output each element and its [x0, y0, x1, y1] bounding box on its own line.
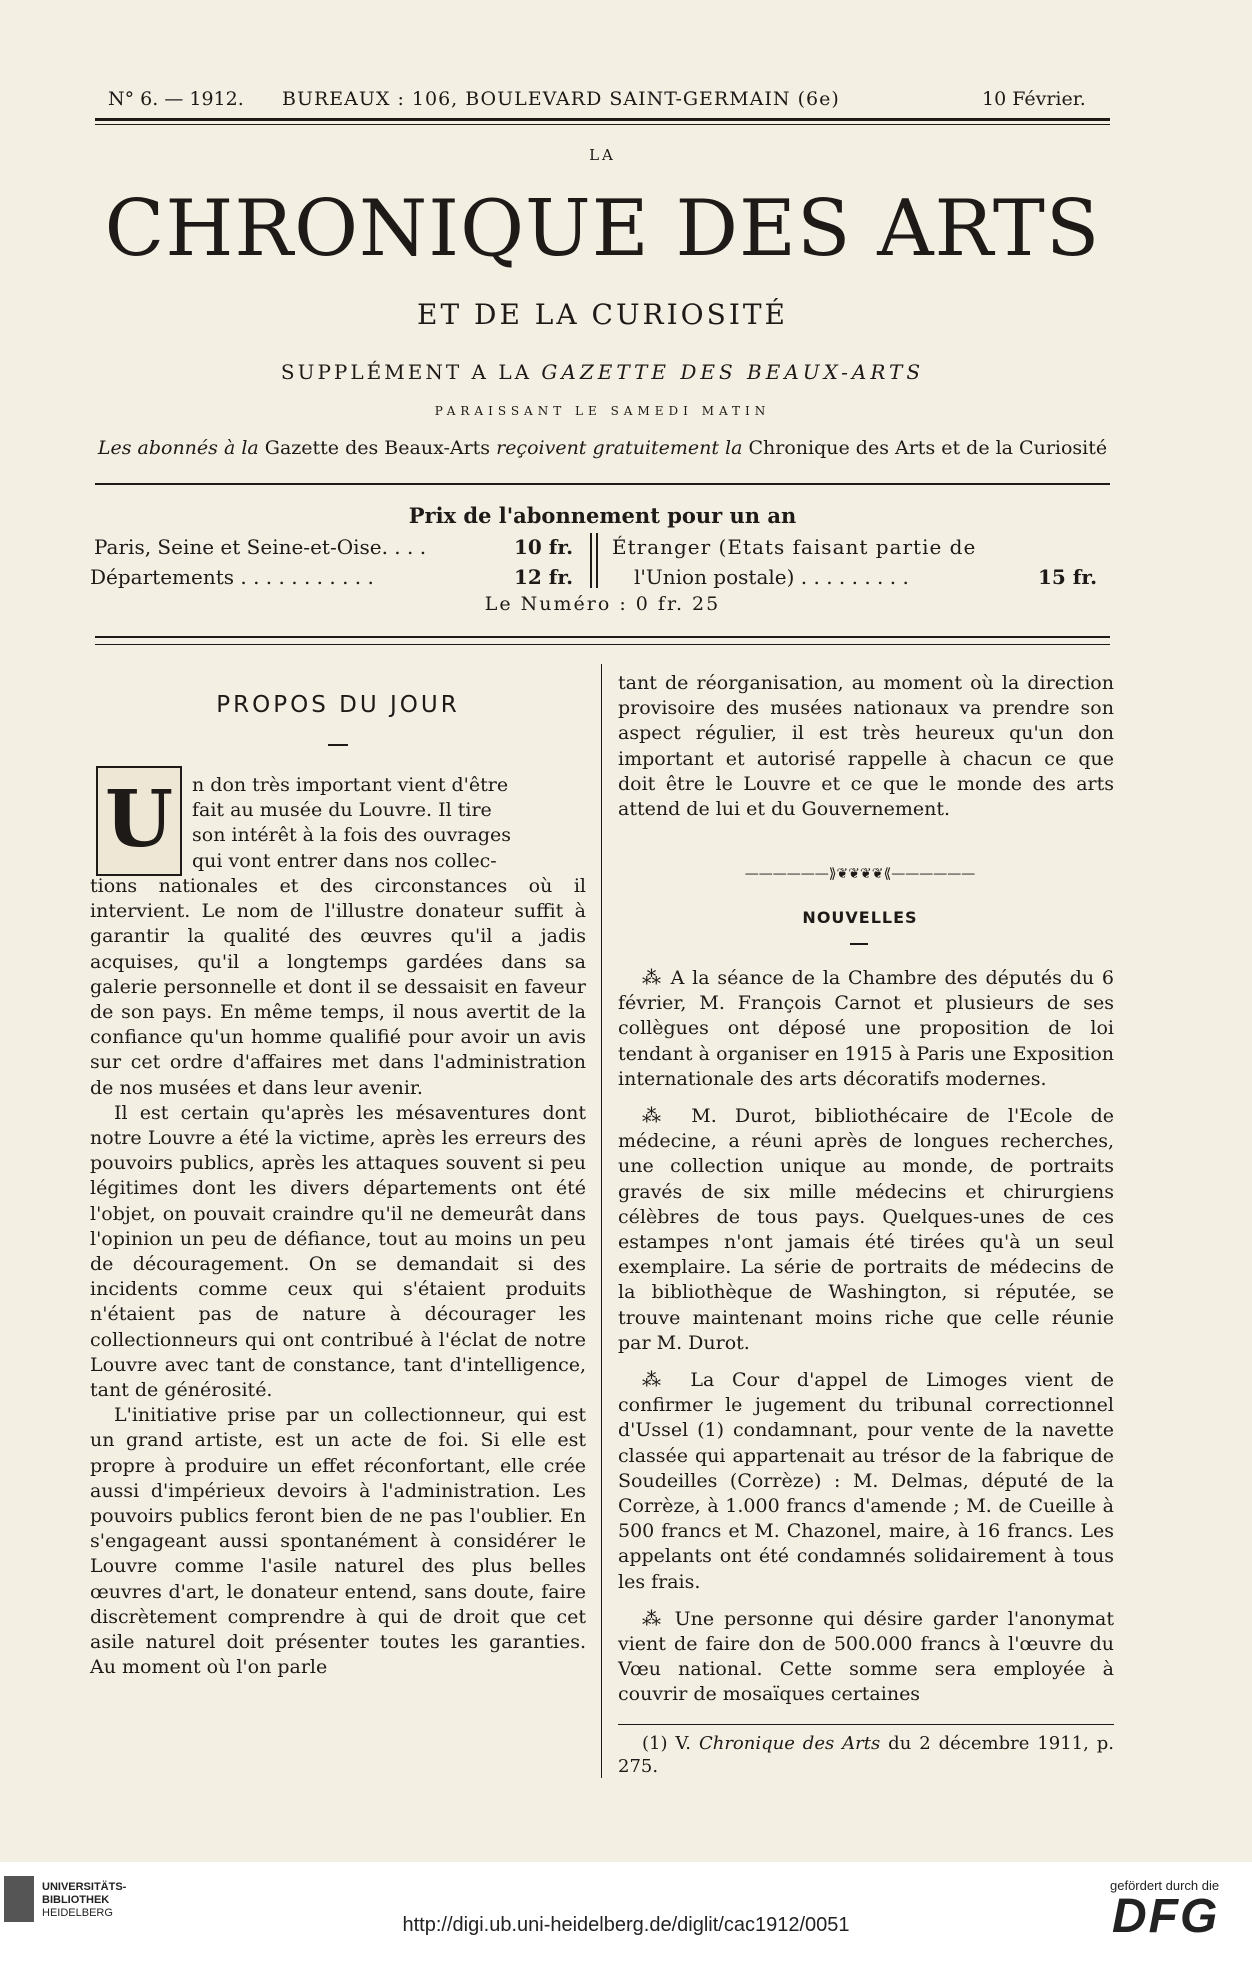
masthead-la: LA: [589, 146, 616, 164]
nouvelle-item: [618, 966, 1114, 1092]
funded-by: gefördert durch die: [1110, 1878, 1220, 1893]
bureaux-address: BUREAUX : 106, BOULEVARD SAINT-GERMAIN (6e): [282, 88, 840, 110]
price-etranger: 15 fr.: [1038, 565, 1098, 589]
propos-paragraph-2: Il est certain qu'après les mésaventures dont notre Louvre a été la victime, après les erreurs des pouvoirs publics, après les attaques souvent si peu légitimes dont les divers départements ont été l'objet, on pouvait craindre qu'il ne demeurât dans l'opinion un peu de défiance, tout au moins un peu de découragement. On se demandait si des incidents comme ceux qui s'étaient produits n'étaient pas de nature à décourager les collectionneurs qui ont contribué à l'éclat de notre Louvre avec tant de constance, tant d'intelligence, tant de générosité.: [90, 1101, 586, 1402]
price-dept-label: Départements . . . . . . . . . . .: [90, 565, 374, 589]
asterism: ⁂: [642, 1105, 674, 1128]
abonnes-part-1: Les abonnés à la: [97, 437, 259, 459]
nouvelle-text-4: Une personne qui désire garder l'anonymat vient de faire don de 500.000 francs à l'œuvre du Vœu national. Cette somme sera employée à couvrir de mosaïques certaines: [618, 1607, 1114, 1706]
dropcap-letter: U: [96, 766, 182, 876]
permalink[interactable]: http://digi.ub.uni-heidelberg.de/diglit/cac1912/0051: [402, 1914, 850, 1936]
footnote: [618, 1732, 1114, 1778]
nouvelle-text-2: M. Durot, bibliothécaire de l'Ecole de médecine, a réuni après de longues recherches, une collection unique au monde, de portraits gravés de six mille médecins et chirurgiens célèbres de tous pays. Quelques-unes de ces estampes n'ont jamais été tirées qu'à un seul exemplaire. La série de portraits de médecins de la bibliothèque de Washington, si réputée, se trouve maintenant moins riche que celle réunie par M. Durot.: [618, 1105, 1115, 1354]
abonnes-part-2: Gazette des Beaux-Arts: [264, 437, 491, 459]
nouvelle-text-3: La Cour d'appel de Limoges vient de confirmer le jugement du tribunal correctionnel d'Ussel (1) condamnant, pour vente de la navette classée qui appartenait au trésor de la fabrique de Soudeilles (Corrèze) : M. Delmas, député de la Corrèze, à 1.000 francs d'amende ; M. de Cueille à 500 francs et M. Chazonel, maire, à 16 francs. Les appelants ont été condamnés solidairement à tous les frais.: [618, 1369, 1115, 1593]
footnote-rule: [618, 1724, 1114, 1725]
propos-paragraph-1: tions nationales et des circonstances où il intervient. Le nom de l'illustre donateur suffit à garantir la qualité des œuvres qu'il a jadis acquises, qu'il a longtemps gardées dans sa galerie personnelle et dont il se dessaisit en faveur de son pays. En même temps, il nous avertit de la confiance qu'un homme qualifié pour avoir un avis sur cet ordre d'affaires met dans l'administration de nos musées et dans leur avenir.: [90, 875, 586, 1099]
propos-heading: PROPOS DU JOUR: [216, 692, 460, 718]
header-rule: [95, 118, 1110, 121]
propos-dash: [328, 744, 348, 746]
propos-continued: [618, 671, 1114, 822]
price-paris: 10 fr.: [514, 535, 574, 559]
section-ornament: ——————⟫❦❦❦❦⟪——————: [744, 866, 976, 882]
price-numero: Le Numéro : 0 fr. 25: [484, 593, 721, 615]
paraissant-line: PARAISSANT LE SAMEDI MATIN: [434, 404, 771, 418]
price-paris-label: Paris, Seine et Seine-et-Oise. . . .: [94, 535, 427, 559]
propos-line: fait au musée du Louvre. Il tire: [192, 799, 492, 822]
dfg-logo: DFG: [1112, 1890, 1220, 1943]
masthead-subtitle: ET DE LA CURIOSITÉ: [417, 298, 788, 331]
prices-rule: [95, 636, 1110, 638]
issue-number: N° 6. — 1912.: [108, 88, 244, 110]
propos-first-lines: [192, 773, 586, 874]
price-dept: 12 fr.: [514, 565, 574, 589]
nouvelle-item: [618, 1104, 1114, 1356]
masthead-title: CHRONIQUE DES ARTS: [104, 184, 1101, 274]
nouvelles-dash: [850, 943, 868, 945]
nouvelle-text-1: A la séance de la Chambre des députés du 6 février, M. François Carnot et plusieurs de ses collègues ont déposé une proposition de loi tendant à organiser en 1915 à Paris une Exposition internationale des arts décoratifs modernes.: [618, 967, 1115, 1090]
column-separator: [601, 664, 602, 1778]
abonnes-line: [95, 437, 1110, 459]
propos-line: qui vont entrer dans nos collec-: [192, 849, 497, 872]
library-name-2: BIBLIOTHEK: [42, 1894, 110, 1906]
footnote-part-3: du 2 décembre 1911, p. 275.: [618, 1733, 1114, 1777]
masthead-rule: [95, 483, 1110, 485]
price-divider-2: [596, 533, 598, 588]
issue-date: 10 Février.: [982, 88, 1086, 110]
supplement-gazette: GAZETTE DES BEAUX-ARTS: [541, 360, 925, 384]
footnote-part-2: Chronique des Arts: [698, 1733, 881, 1754]
price-divider: [590, 533, 592, 588]
header-rule-thin: [95, 124, 1110, 125]
asterism: ⁂: [642, 967, 663, 989]
propos-line: son intérêt à la fois des ouvrages: [192, 824, 511, 847]
price-etranger-label-1: Étranger (Etats faisant partie de: [612, 535, 977, 559]
propos-line: n don très important vient d'être: [192, 774, 509, 796]
abonnes-part-4: Chronique des Arts et de la Curiosité: [748, 437, 1108, 459]
nouvelle-item: [618, 1607, 1114, 1708]
prices-title: Prix de l'abonnement pour un an: [408, 503, 797, 528]
supplement-line: [95, 360, 1110, 384]
prices-rule-thin: [95, 644, 1110, 645]
asterism: ⁂: [642, 1607, 665, 1630]
supplement-prefix: SUPPLÉMENT A LA: [280, 360, 533, 384]
abonnes-part-3: reçoivent gratuitement la: [496, 437, 743, 459]
library-name-1: UNIVERSITÄTS-: [42, 1881, 127, 1893]
asterism: ⁂: [642, 1369, 673, 1392]
footnote-part-1: (1) V.: [642, 1733, 692, 1754]
library-name-3: HEIDELBERG: [42, 1907, 113, 1919]
propos-paragraph-cont: tant de réorganisation, au moment où la direction provisoire des musées nationaux va prendre son aspect régulier, il est très heureux qu'un don important et autorisé rappelle à chacun ce que doit être le Louvre et ce que le monde des arts attend de lui et du Gouvernement.: [618, 672, 1114, 821]
nouvelles-heading: NOUVELLES: [802, 908, 918, 927]
nouvelle-item: [618, 1368, 1114, 1595]
price-etranger-label-2: l'Union postale) . . . . . . . . .: [634, 565, 909, 589]
nouvelles-body: [618, 966, 1114, 1708]
propos-body: [90, 874, 586, 1681]
propos-paragraph-3: L'initiative prise par un collectionneur, qui est un grand artiste, est un acte de foi. Si elle est propre à produire un effet réconfortant, elle crée aussi d'impérieux devoirs à l'administration. Les pouvoirs publics feront bien de ne pas l'oublier. En s'engageant aussi spontanément à considérer le Louvre comme l'asile naturel des plus belles œuvres d'art, le donateur entend, sans doute, faire discrètement comprendre à qui de droit que cet asile naturel doit présenter toutes les garanties. Au moment où l'on parle: [90, 1404, 586, 1679]
